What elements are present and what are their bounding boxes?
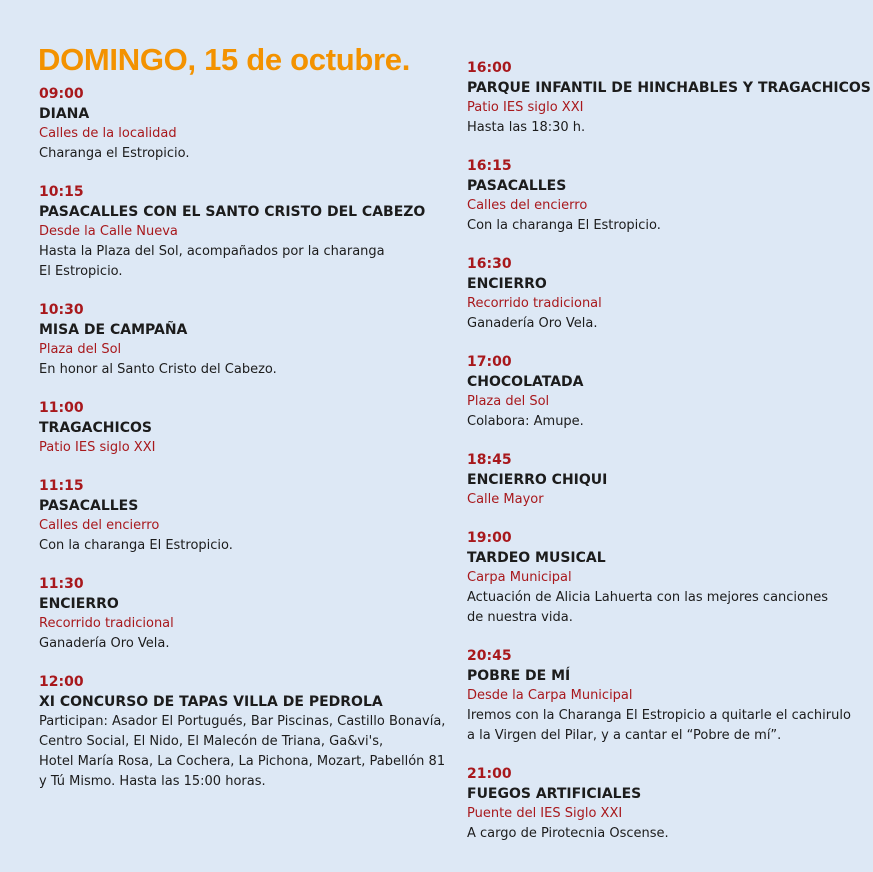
event-item xyxy=(39,182,454,282)
event-description: Actuación de Alicia Lahuerta con las mejores canciones xyxy=(467,590,829,605)
event-place: Carpa Municipal xyxy=(467,570,572,585)
event-description: Con la charanga El Estropicio. xyxy=(467,218,661,233)
event-place: Calle Mayor xyxy=(467,492,544,507)
event-description: Centro Social, El Nido, El Malecón de Triana, Ga&vi's, xyxy=(39,734,384,749)
event-place: Puente del IES Siglo XXI xyxy=(467,806,623,821)
event-item xyxy=(467,156,867,236)
event-name: ENCIERRO CHIQUI xyxy=(467,472,608,488)
event-time: 10:30 xyxy=(39,302,84,318)
event-time: 19:00 xyxy=(467,530,512,546)
event-time: 20:45 xyxy=(467,648,512,664)
event-item xyxy=(467,450,867,510)
event-item xyxy=(467,764,867,844)
event-name: PASACALLES xyxy=(39,498,139,514)
event-description: Hasta la Plaza del Sol, acompañados por la charanga xyxy=(39,244,385,259)
event-description: Con la charanga El Estropicio. xyxy=(39,538,233,553)
event-name: PASACALLES xyxy=(467,178,567,194)
event-time: 11:30 xyxy=(39,576,84,592)
event-description: Ganadería Oro Vela. xyxy=(467,316,598,331)
event-name: ENCIERRO xyxy=(39,596,119,612)
event-item xyxy=(467,528,867,628)
event-name: TARDEO MUSICAL xyxy=(467,550,606,566)
event-name: PARQUE INFANTIL DE HINCHABLES Y TRAGACHICOS xyxy=(467,80,871,96)
event-description: A cargo de Pirotecnia Oscense. xyxy=(467,826,669,841)
event-item xyxy=(467,352,867,432)
event-name: CHOCOLATADA xyxy=(467,374,584,390)
page-title: DOMINGO, 15 de octubre. xyxy=(38,42,411,77)
event-place: Desde la Calle Nueva xyxy=(39,224,178,239)
event-time: 21:00 xyxy=(467,766,512,782)
event-name: TRAGACHICOS xyxy=(39,420,152,436)
event-description: Charanga el Estropicio. xyxy=(39,146,190,161)
event-name: DIANA xyxy=(39,106,90,122)
event-description: En honor al Santo Cristo del Cabezo. xyxy=(39,362,277,377)
event-place: Plaza del Sol xyxy=(39,342,122,357)
schedule-column-left xyxy=(39,84,454,810)
event-name: FUEGOS ARTIFICIALES xyxy=(467,786,642,802)
event-time: 11:15 xyxy=(39,478,84,494)
event-time: 17:00 xyxy=(467,354,512,370)
event-time: 18:45 xyxy=(467,452,512,468)
event-place: Plaza del Sol xyxy=(467,394,550,409)
event-place: Patio IES siglo XXI xyxy=(467,100,584,115)
event-description: Colabora: Amupe. xyxy=(467,414,584,429)
event-time: 16:15 xyxy=(467,158,512,174)
event-time: 10:15 xyxy=(39,184,84,200)
event-item xyxy=(39,84,454,164)
event-time: 16:30 xyxy=(467,256,512,272)
event-place: Calles del encierro xyxy=(467,198,588,213)
event-place: Calles del encierro xyxy=(39,518,160,533)
event-description: a la Virgen del Pilar, y a cantar el “Pobre de mí”. xyxy=(467,728,782,743)
event-item xyxy=(467,58,871,138)
event-item xyxy=(39,300,454,380)
event-place: Recorrido tradicional xyxy=(39,616,174,631)
event-place: Recorrido tradicional xyxy=(467,296,602,311)
event-name: MISA DE CAMPAÑA xyxy=(39,322,188,338)
event-name: PASACALLES CON EL SANTO CRISTO DEL CABEZO xyxy=(39,204,426,220)
event-item xyxy=(39,398,454,458)
event-time: 09:00 xyxy=(39,86,84,102)
event-place: Desde la Carpa Municipal xyxy=(467,688,633,703)
event-time: 12:00 xyxy=(39,674,84,690)
event-description: El Estropicio. xyxy=(39,264,123,279)
event-description: Hotel María Rosa, La Cochera, La Pichona, Mozart, Pabellón 81 xyxy=(39,754,446,769)
event-description: de nuestra vida. xyxy=(467,610,573,625)
event-item xyxy=(39,574,454,654)
event-item xyxy=(467,254,867,334)
event-description: y Tú Mismo. Hasta las 15:00 horas. xyxy=(39,774,266,789)
event-description: Hasta las 18:30 h. xyxy=(467,120,586,135)
schedule-column-right xyxy=(467,58,871,862)
event-item xyxy=(39,672,454,792)
event-place: Calles de la localidad xyxy=(39,126,177,141)
event-item xyxy=(39,476,454,556)
event-place: Patio IES siglo XXI xyxy=(39,440,156,455)
event-description: Iremos con la Charanga El Estropicio a quitarle el cachirulo xyxy=(467,708,851,723)
event-item xyxy=(467,646,867,746)
event-name: POBRE DE MÍ xyxy=(467,668,571,684)
event-time: 16:00 xyxy=(467,60,512,76)
event-name: XI CONCURSO DE TAPAS VILLA DE PEDROLA xyxy=(39,694,383,710)
event-time: 11:00 xyxy=(39,400,84,416)
event-description: Ganadería Oro Vela. xyxy=(39,636,170,651)
event-description: Participan: Asador El Portugués, Bar Piscinas, Castillo Bonavía, xyxy=(39,714,446,729)
event-name: ENCIERRO xyxy=(467,276,547,292)
